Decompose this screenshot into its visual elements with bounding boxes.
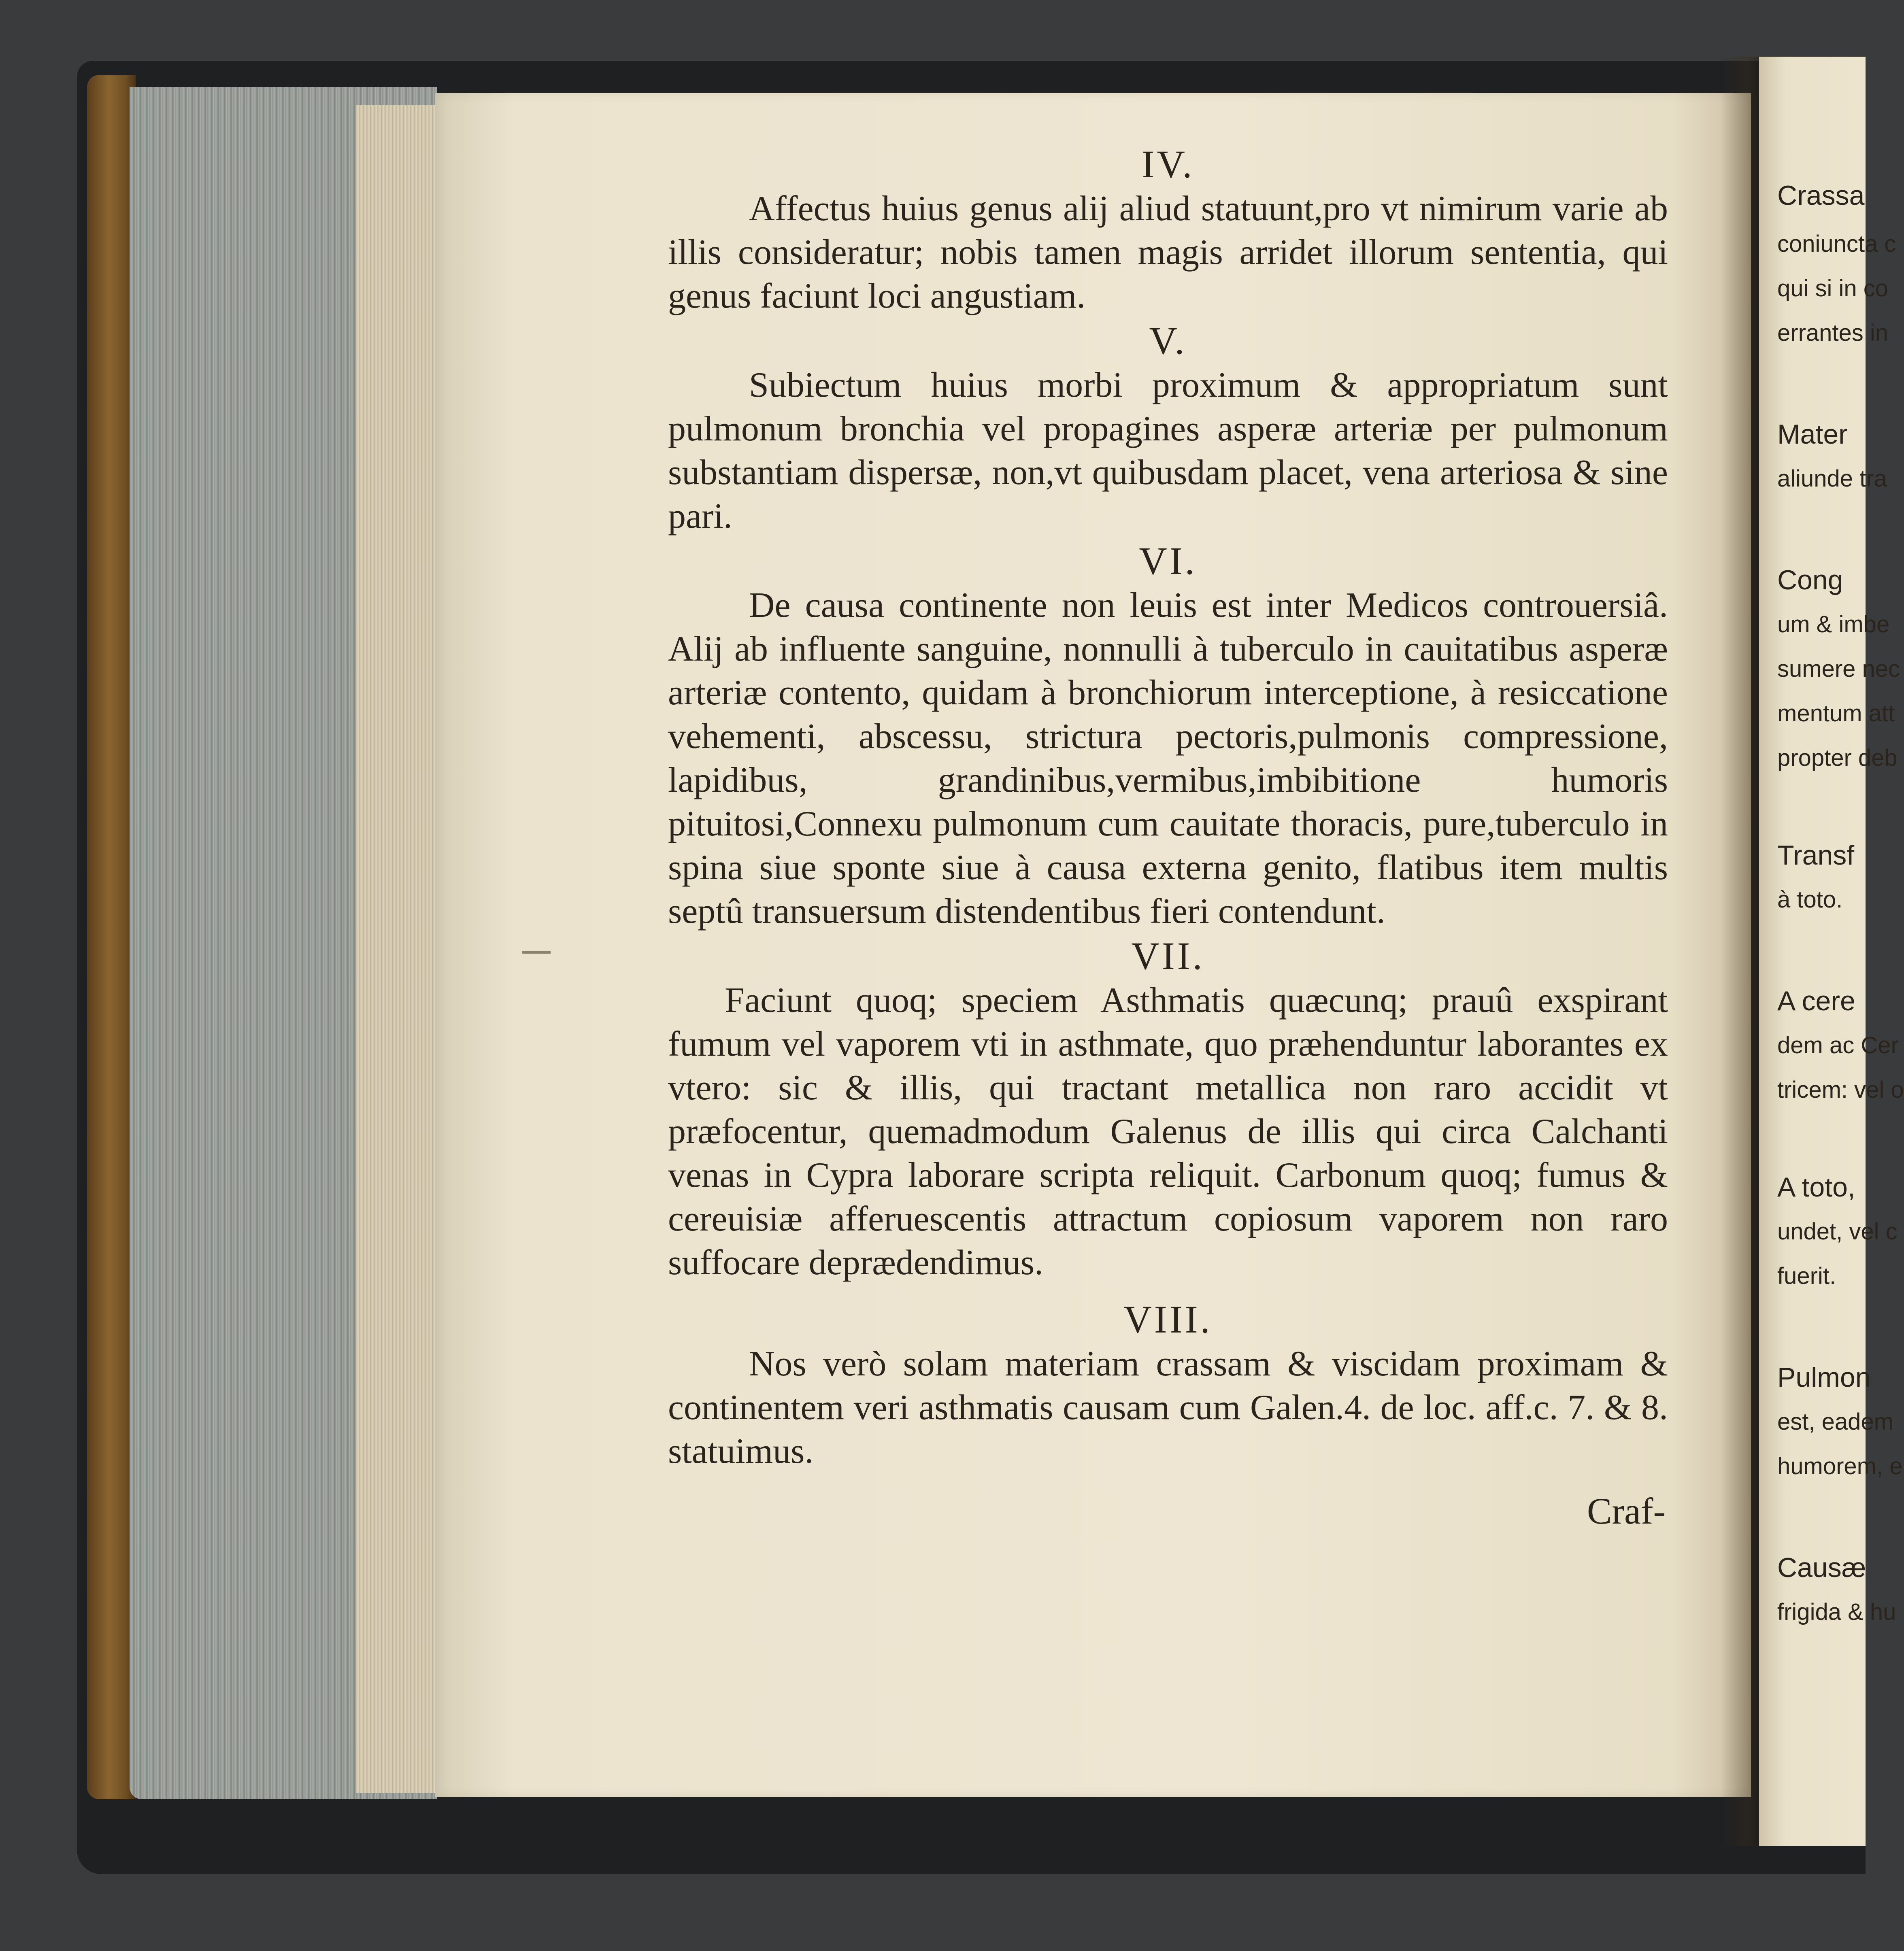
right-page-line: sumere nec	[1777, 656, 1900, 682]
section-paragraph: Affectus huius genus alij aliud statuunt,pro vt nimirum varie ab illis consideratur; nobis tamen magis arridet illorum sententia, qui genus faciunt loci angustiam.	[668, 189, 1668, 316]
catchword: Craf-	[1587, 1490, 1666, 1532]
section-paragraph: Subiectum huius morbi proximum & appropriatum sunt pulmonum bronchia vel propagines asperæ arteriæ per pulmonum substantiam dispersæ, non,vt quibusdam placet, vena arteriosa & sine pari.	[668, 366, 1668, 536]
right-page-line: undet, vel c	[1777, 1218, 1898, 1245]
book-spine	[87, 75, 136, 1799]
right-page-line: qui si in co	[1777, 275, 1889, 302]
right-page-line: est, eadem	[1777, 1409, 1893, 1435]
right-page-line: fuerit.	[1777, 1263, 1836, 1289]
right-page-line: tricem: vel o	[1777, 1077, 1904, 1103]
right-page-line: aliunde tra	[1777, 465, 1887, 492]
section-heading: VIII.	[1123, 1298, 1213, 1341]
right-page-line: Cong	[1777, 565, 1843, 595]
right-page-line: A toto,	[1777, 1172, 1855, 1203]
margin-mark	[522, 951, 551, 954]
section-paragraph: De causa continente non leuis est inter Medicos controuersiâ. Alij ab influente sanguine, nonnulli à tuberculo in cauitatibus asperæ arteriæ contento, quidam à bronchiorum interceptione, à resiccatione vehementi, abscessu, strictura pectoris,pulmonis compressione, lapidibus, grandinibus,vermibus,imbibitione humoris pituitosi,Connexu pulmonum cum cauitate thoracis, pure,tuberculo in spina siue sponte siue à causa externa genito, flatibus item multis septû transuersum distendentibus fieri contendunt.	[668, 586, 1668, 931]
right-page-line: humorem, e	[1777, 1453, 1903, 1479]
right-page-line: Causæ	[1777, 1552, 1866, 1583]
page-edges-inner	[356, 105, 441, 1793]
right-page-line: errantes in	[1777, 320, 1889, 346]
right-page-line: A cere	[1777, 986, 1855, 1016]
section-heading: IV.	[1141, 142, 1195, 186]
section-heading: VI.	[1139, 539, 1197, 582]
section-heading: V.	[1149, 319, 1187, 362]
right-page-line: à toto.	[1777, 886, 1843, 913]
section-paragraph: Faciunt quoq; speciem Asthmatis quæcunq; prauû exspirant fumum vel vaporem vti in asthmate, quo præhenduntur laborantes ex vtero: sic & illis, qui tractant metallica non raro accidit vt præfocentur, quemadmodum Galenus de illis qui circa Calchanti venas in Cypra laborare scripta reliquit. Carbonum quoq; fumus & cereuisiæ afferuescentis attractum copiosum vaporem non raro suffocare deprædendimus.	[668, 981, 1668, 1282]
right-page-line: frigida & hu	[1777, 1599, 1896, 1625]
right-page-line: dem ac Cer	[1777, 1032, 1899, 1058]
right-page-line: Crassa	[1777, 180, 1865, 211]
section-heading: VII.	[1131, 934, 1205, 978]
right-page-line: Mater	[1777, 419, 1848, 450]
right-page-line: um & imbe	[1777, 611, 1890, 638]
right-page-line: Transf	[1777, 840, 1855, 871]
right-page-line: Pulmon	[1777, 1362, 1871, 1393]
right-page-line: coniuncta c	[1777, 231, 1896, 257]
right-page-line: propter deb	[1777, 745, 1898, 771]
left-page-text	[668, 142, 1668, 1473]
section-paragraph: Nos verò solam materiam crassam & viscidam proximam & continentem veri asthmatis causam cum Galen.4. de loc. aff.c. 7. & 8. statuimus.	[668, 1344, 1668, 1471]
right-page-line: mentum att	[1777, 700, 1895, 727]
